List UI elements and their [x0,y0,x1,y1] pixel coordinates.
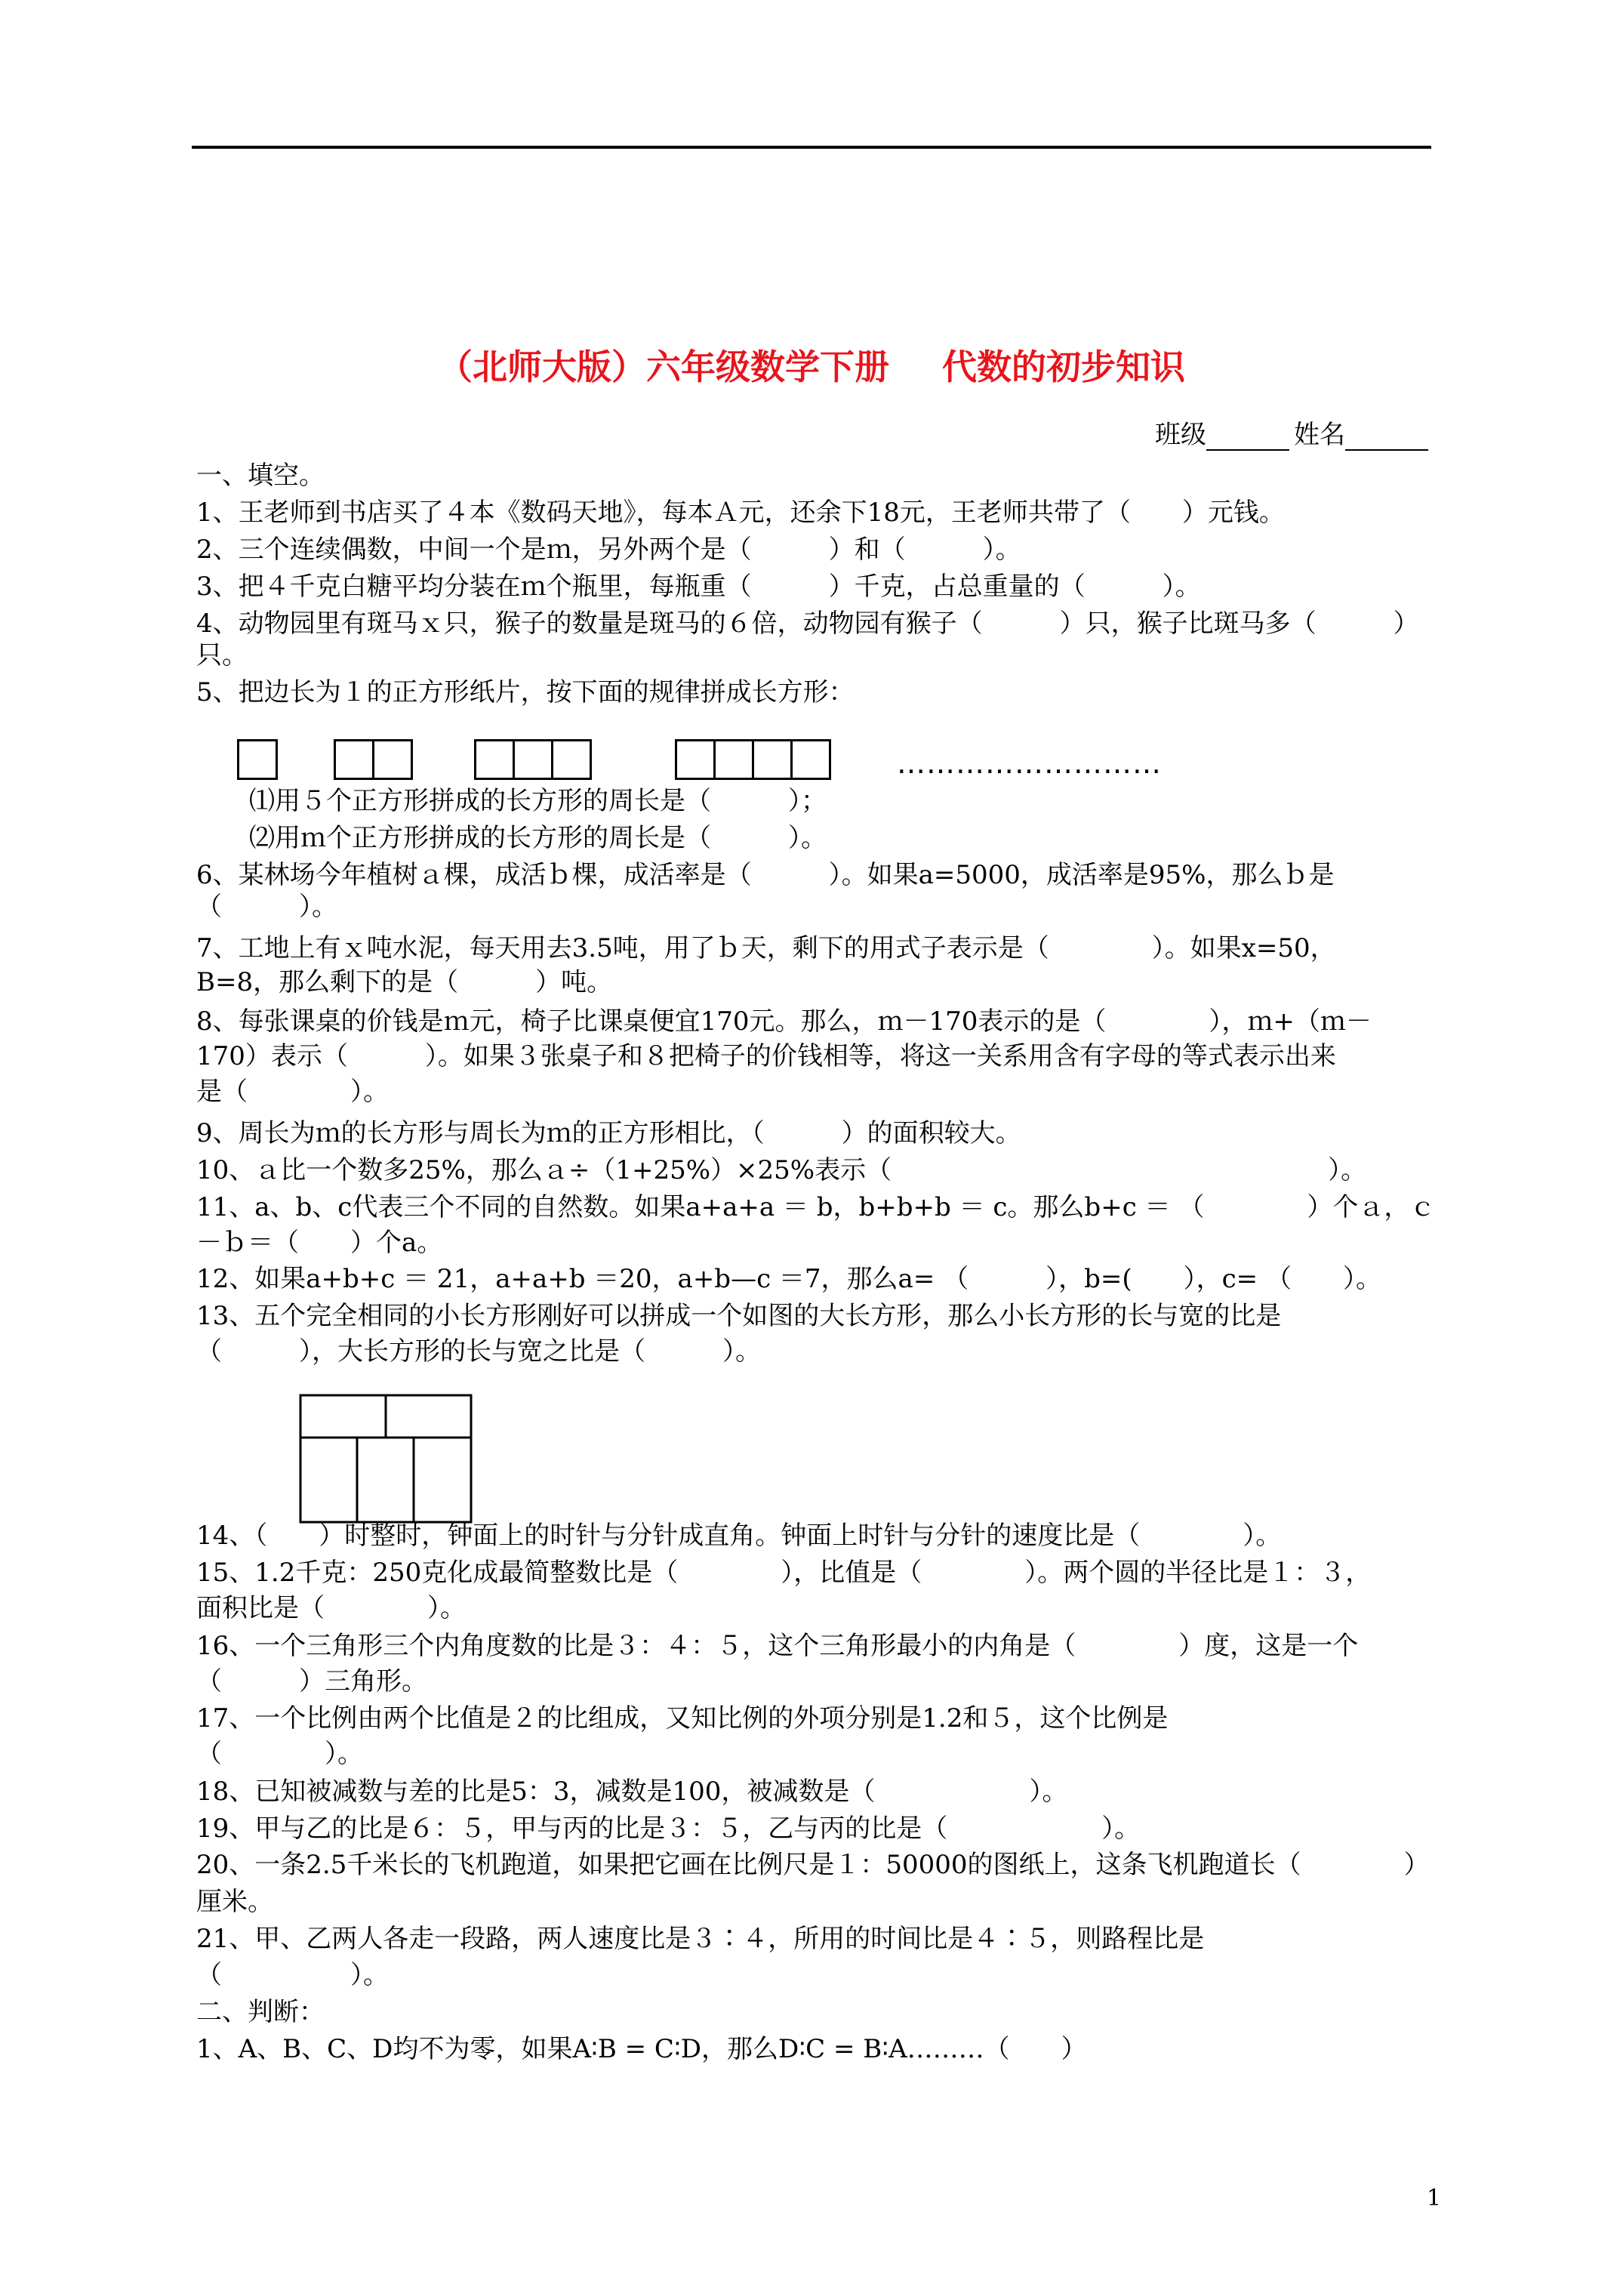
question-line: 面积比是（ ）。 [196,1593,466,1623]
question-line: 14、（ ）时整时，钟面上的时针与分针成直角。钟面上时针与分针的速度比是（ ）。 [196,1521,1282,1551]
name-blank[interactable] [1345,424,1428,451]
square-group-1 [237,739,278,780]
question-line: 12、如果a+b+c ＝ 21，a+a+b ＝20，a+b—c ＝7，那么a= （ ），b=( ），c= （ ）。 [196,1264,1381,1294]
question-line: 10、ａ比一个数多25%，那么ａ÷（1+25%）×25%表示（ ）。 [196,1155,1367,1185]
question-line: 2、三个连续偶数，中间一个是ｍ，另外两个是（ ）和（ ）。 [196,535,1021,565]
unit-square [713,739,754,780]
unit-square [372,739,413,780]
name-label: 姓名 [1294,420,1345,450]
square-pattern-figure [237,739,1162,783]
unit-square [790,739,831,780]
question-line: 16、一个三角形三个内角度数的比是３：４：５，这个三角形最小的内角是（ ）度，这是一个 [196,1631,1359,1661]
page-title [0,340,1623,390]
question-line: 9、周长为ｍ的长方形与周长为ｍ的正方形相比，（ ）的面积较大。 [196,1118,1021,1148]
question-subline: ⑴用５个正方形拼成的长方形的周长是（ ）； [249,786,827,816]
continuation-dots: ……………………… [897,747,1162,780]
question-line: 7、工地上有ｘ吨水泥，每天用去3.5吨，用了ｂ天，剩下的用式子表示是（ ）。如果x=50， [196,933,1336,963]
square-group-2 [334,739,413,780]
title-part1: （北师大版）六年级数学下册 [438,347,889,387]
question-line: 15、1.2千克：250克化成最简整数比是（ ），比值是（ ）。两个圆的半径比是１：３， [196,1558,1372,1588]
question-line: 170）表示（ ）。如果３张桌子和８把椅子的价钱相等，将这一关系用含有字母的等式表示出来 [196,1041,1336,1071]
unit-square [474,739,515,780]
question-line: （ ）。 [196,1960,389,1990]
unit-square [752,739,793,780]
question-line: 是（ ）。 [196,1077,389,1107]
unit-square [513,739,553,780]
question-line: 13、五个完全相同的小长方形刚好可以拼成一个如图的大长方形，那么小长方形的长与宽的比是 [196,1301,1282,1331]
question-line: 3、把４千克白糖平均分装在ｍ个瓶里，每瓶重（ ）千克，占总重量的（ ）。 [196,572,1201,602]
question-line: 6、某林场今年植树ａ棵，成活ｂ棵，成活率是（ ）。如果a=5000，成活率是95%，那么ｂ是 [196,860,1335,890]
unit-square [334,739,374,780]
unit-square [551,739,592,780]
question-line: （ ），大长方形的长与宽之比是（ ）。 [196,1336,761,1367]
question-line: 17、一个比例由两个比值是２的比组成，又知比例的外项分别是1.2和５，这个比例是 [196,1703,1169,1734]
question-line: 18、已知被减数与差的比是5：3，减数是100，被减数是（ ）。 [196,1777,1068,1807]
class-blank[interactable] [1206,424,1289,451]
question-line: （ ）三角形。 [196,1666,427,1697]
question-line: 20、一条2.5千米长的飞机跑道，如果把它画在比例尺是１：50000的图纸上，这条飞机跑道长（ ） [196,1850,1430,1880]
unit-square [237,739,278,780]
question-line: 只。 [196,640,248,670]
question-subline: ⑵用ｍ个正方形拼成的长方形的周长是（ ）。 [249,823,827,853]
square-group-4 [675,739,831,780]
question-line: 厘米。 [196,1887,273,1917]
section-heading-fill-blank: 一、填空。 [196,461,325,491]
rectangle-figure-svg [299,1394,473,1524]
page-number: 1 [1427,2185,1442,2211]
section-heading-judge: 二、判断： [196,1997,325,2027]
question-line: （ ）。 [196,892,337,922]
question-line: 5、把边长为１的正方形纸片，按下面的规律拼成长方形： [196,677,855,707]
rectangle-figure [299,1394,473,1524]
question-line: B=8，那么剩下的是（ ）吨。 [196,967,613,997]
square-group-3 [474,739,592,780]
top-rule [192,146,1431,149]
unit-square [675,739,716,780]
question-line: （ ）。 [196,1739,363,1769]
class-name-line [1155,414,1433,451]
question-line: 1、A、B、C、D均不为零，如果A∶B = C∶D，那么D∶C = B∶A………（ ） [196,2034,1087,2064]
question-line: 11、a、b、c代表三个不同的自然数。如果a+a+a ＝ b，b+b+b ＝ c。那么b+c ＝ （ ）个ａ，ｃ [196,1192,1436,1222]
class-label: 班级 [1155,420,1206,450]
question-line: 21、甲、乙两人各走一段路，两人速度比是３∶４，所用的时间比是４∶５，则路程比是 [196,1924,1205,1954]
question-line: 1、王老师到书店买了４本《数码天地》，每本Ａ元，还余下18元，王老师共带了（ ）元钱。 [196,498,1285,528]
title-part2: 代数的初步知识 [942,347,1185,387]
question-line: 8、每张课桌的价钱是ｍ元，椅子比课桌便宜170元。那么，ｍ－170表示的是（ ），ｍ+（ｍ－ [196,1006,1372,1037]
question-line: 4、动物园里有斑马ｘ只，猴子的数量是斑马的６倍，动物园有猴子（ ）只，猴子比斑马多（ ） [196,609,1419,639]
question-line: －ｂ＝（ ）个a。 [196,1228,443,1258]
question-line: 19、甲与乙的比是６：５，甲与丙的比是３：５，乙与丙的比是（ ）。 [196,1814,1141,1844]
